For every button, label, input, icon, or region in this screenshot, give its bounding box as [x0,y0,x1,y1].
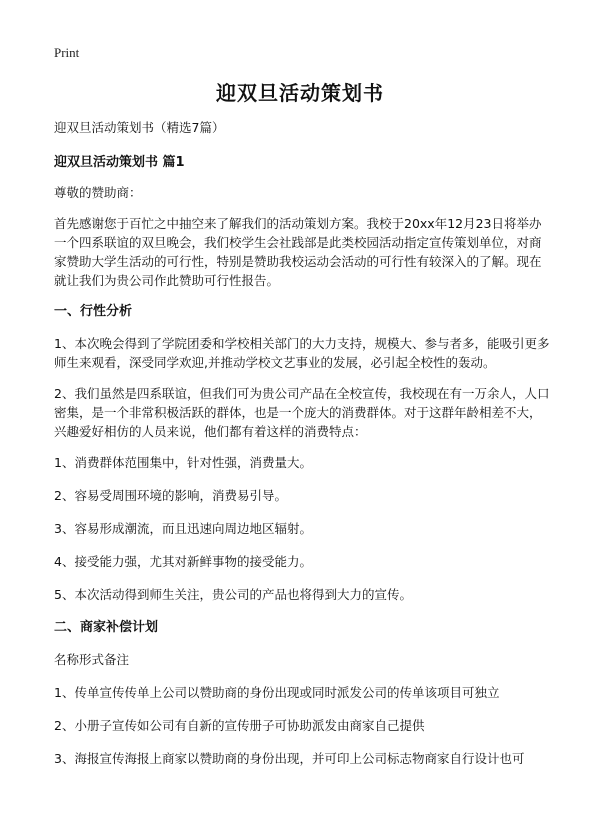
list-item: 5、本次活动得到师生关注，贵公司的产品也将得到大力的宣传。 [54,587,412,602]
list-item: 4、接受能力强，尤其对新鲜事物的接受能力。 [54,554,312,569]
document-body [54,118,550,768]
list-item: 1、消费群体范围集中，针对性强，消费量大。 [54,455,312,470]
intro-paragraph: 首先感谢您于百忙之中抽空来了解我们的活动策划方案。我校于20xx年12月23日将举办一个四系联谊的双旦晚会，我们校学生会社践部是此类校园活动指定宣传策划单位，对商家赞助大学生活动的可行性，特别是赞助我校运动会活动的可行性有较深入的了解。现在就让我们为贵公司作此赞助可行性报告。 [54,216,542,288]
columns-note: 名称形式备注 [54,652,130,667]
list-item: 3、海报宣传海报上商家以赞助商的身份出现，并可印上公司标志物商家自行设计也可 [54,751,525,766]
print-label: Print [54,45,80,60]
document-subtitle: 迎双旦活动策划书（精选7篇） [54,120,225,135]
list-item: 2、小册子宣传如公司有自新的宣传册子可协助派发由商家自己提供 [54,718,425,733]
article-title: 迎双旦活动策划书 篇1 [54,155,185,170]
list-item: 1、传单宣传传单上公司以赞助商的身份出现或同时派发公司的传单该项目可独立 [54,685,500,700]
page-title: 迎双旦活动策划书 [216,81,384,105]
feasibility-paragraph-2: 2、我们虽然是四系联谊，但我们可为贵公司产品在全校宣传，我校现在有一万余人，人口密集，是一个非常积极活跃的群体，也是一个庞大的消费群体。对于这群年龄相差不大，兴趣爱好相仿的人员来说，他们都有着这样的消费特点： [54,386,550,439]
list-item: 3、容易形成潮流，而且迅速向周边地区辐射。 [54,521,312,536]
feasibility-paragraph-1: 1、本次晚会得到了学院团委和学校相关部门的大力支持，规模大、参与者多，能吸引更多师生来观看，深受同学欢迎,并推动学校文艺事业的发展，必引起全校性的轰动。 [54,336,550,370]
section-heading-feasibility: 一、行性分析 [54,304,133,319]
section-heading-compensation: 二、商家补偿计划 [54,620,159,635]
salutation: 尊敬的赞助商： [54,185,142,200]
list-item: 2、容易受周围环境的影响，消费易引导。 [54,488,287,503]
